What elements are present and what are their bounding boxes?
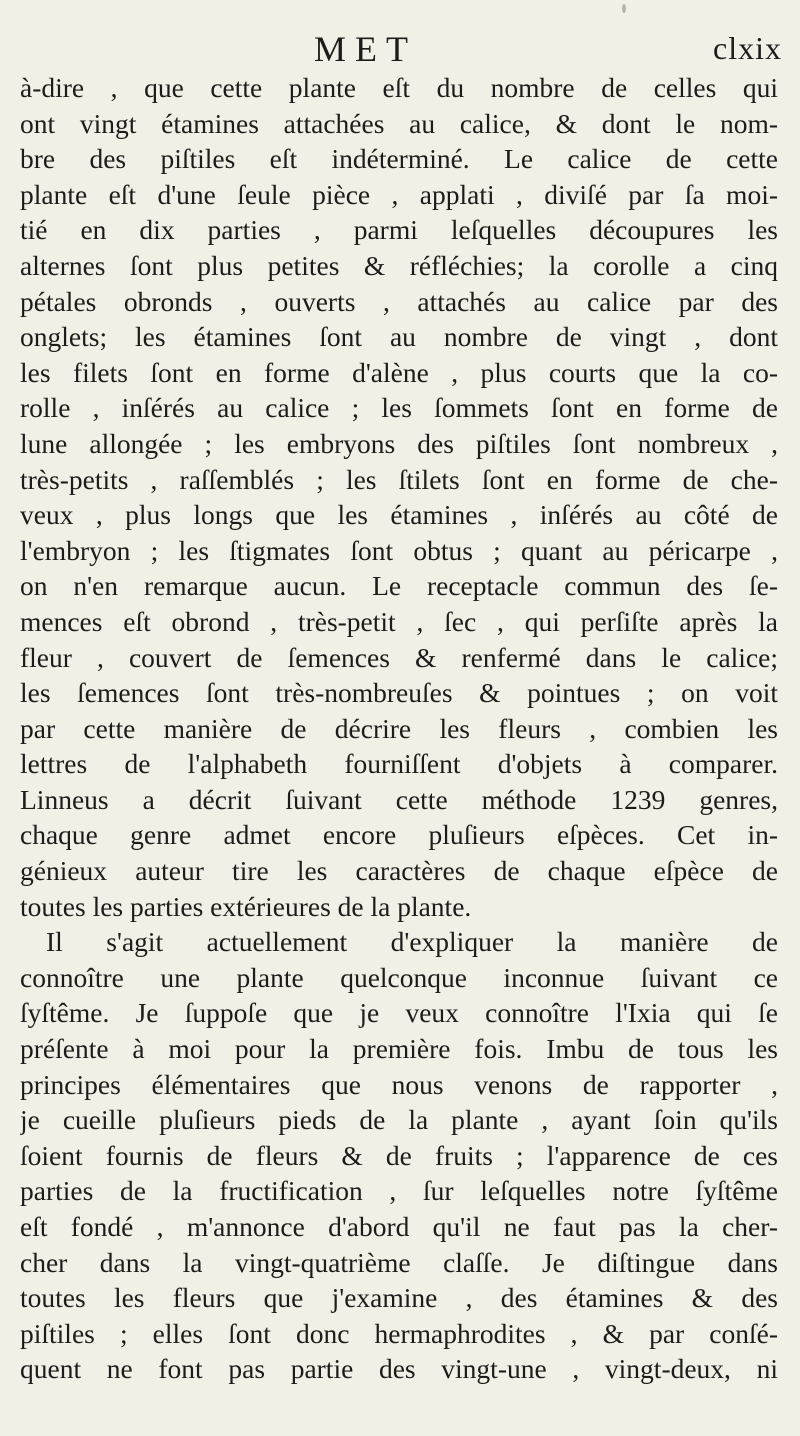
text-line: cher dans la vingt-quatrième claſſe. Je diſtingue dans <box>20 1246 778 1278</box>
text-line: bre des piſtiles eſt indéterminé. Le calice de cette <box>20 143 778 175</box>
text-line: à-dire , que cette plante eſt du nombre de celles qui <box>20 72 778 103</box>
text-line: tié en dix parties , parmi leſquelles découpures les <box>20 214 778 246</box>
text-line: alternes ſont plus petites & réfléchies; la corolle a cinq <box>20 249 778 281</box>
text-line: principes élémentaires que nous venons de rapporter , <box>20 1068 778 1100</box>
text-line: on n'en remarque aucun. Le receptacle commun des ſe- <box>20 570 778 602</box>
page-header <box>0 28 800 68</box>
text-line: connoître une plante quelconque inconnue ſuivant ce <box>20 961 778 993</box>
text-line: plante eſt d'une ſeule pièce , applati , diviſé par ſa moi- <box>20 178 778 210</box>
text-line: l'embryon ; les ſtigmates ſont obtus ; quant au péricarpe , <box>20 534 778 566</box>
text-line: chaque genre admet encore pluſieurs eſpèces. Cet in- <box>20 819 778 851</box>
text-line: piſtiles ; elles ſont donc hermaphrodites , & par conſé- <box>20 1317 778 1349</box>
text-line: fleur , couvert de ſemences & renfermé dans le calice; <box>20 641 778 673</box>
text-line: eſt fondé , m'annonce d'abord qu'il ne faut pas la cher- <box>20 1211 778 1242</box>
text-line: je cueille pluſieurs pieds de la plante , ayant ſoin qu'ils <box>20 1104 778 1136</box>
text-line: mences eſt obrond , très-petit , ſec , qui perſiſte après la <box>20 605 778 637</box>
text-line: pétales obronds , ouverts , attachés au calice par des <box>20 285 778 317</box>
text-line: les ſemences ſont très-nombreuſes & pointues ; on voit <box>20 677 778 709</box>
page-number: clxix <box>713 30 782 66</box>
text-line: Linneus a décrit ſuivant cette méthode 1239 genres, <box>20 783 778 815</box>
text-line: parties de la fructification , ſur leſquelles notre ſyſtême <box>20 1175 778 1207</box>
paragraph-start-line: Il s'agit actuellement d'expliquer la manière de <box>46 926 778 958</box>
running-head: MET <box>314 29 417 69</box>
text-line: ont vingt étamines attachées au calice, & dont le nom- <box>20 107 778 139</box>
text-line: génieux auteur tire les caractères de chaque eſpèce de <box>20 855 778 887</box>
paragraph-end-line: toutes les parties extérieures de la plante. <box>20 890 472 922</box>
text-line: veux , plus longs que les étamines , inſérés au côté de <box>20 499 778 531</box>
text-line: ſyſtême. Je ſuppoſe que je veux connoître l'Ixia qui ſe <box>20 997 778 1029</box>
ink-speck <box>622 4 626 13</box>
text-line: ſoient fournis de fleurs & de fruits ; l'apparence de ces <box>20 1139 778 1171</box>
text-line: toutes les fleurs que j'examine , des étamines & des <box>20 1282 778 1314</box>
text-line: par cette manière de décrire les fleurs , combien les <box>20 712 778 744</box>
text-line: rolle , inſérés au calice ; les ſommets ſont en forme de <box>20 392 778 424</box>
text-line: les filets ſont en forme d'alène , plus courts que la co- <box>20 356 778 388</box>
text-line: onglets; les étamines ſont au nombre de vingt , dont <box>20 321 778 353</box>
text-line: préſente à moi pour la première fois. Imbu de tous les <box>20 1033 778 1065</box>
text-line: lettres de l'alphabeth fourniſſent d'objets à comparer. <box>20 748 778 780</box>
text-line: quent ne font pas partie des vingt-une , vingt-deux, ni <box>20 1353 778 1385</box>
text-line: lune allongée ; les embryons des piſtiles ſont nombreux , <box>20 427 778 459</box>
body-text <box>20 70 778 1387</box>
text-line: très-petits , raſſemblés ; les ſtilets ſont en forme de che- <box>20 463 778 495</box>
